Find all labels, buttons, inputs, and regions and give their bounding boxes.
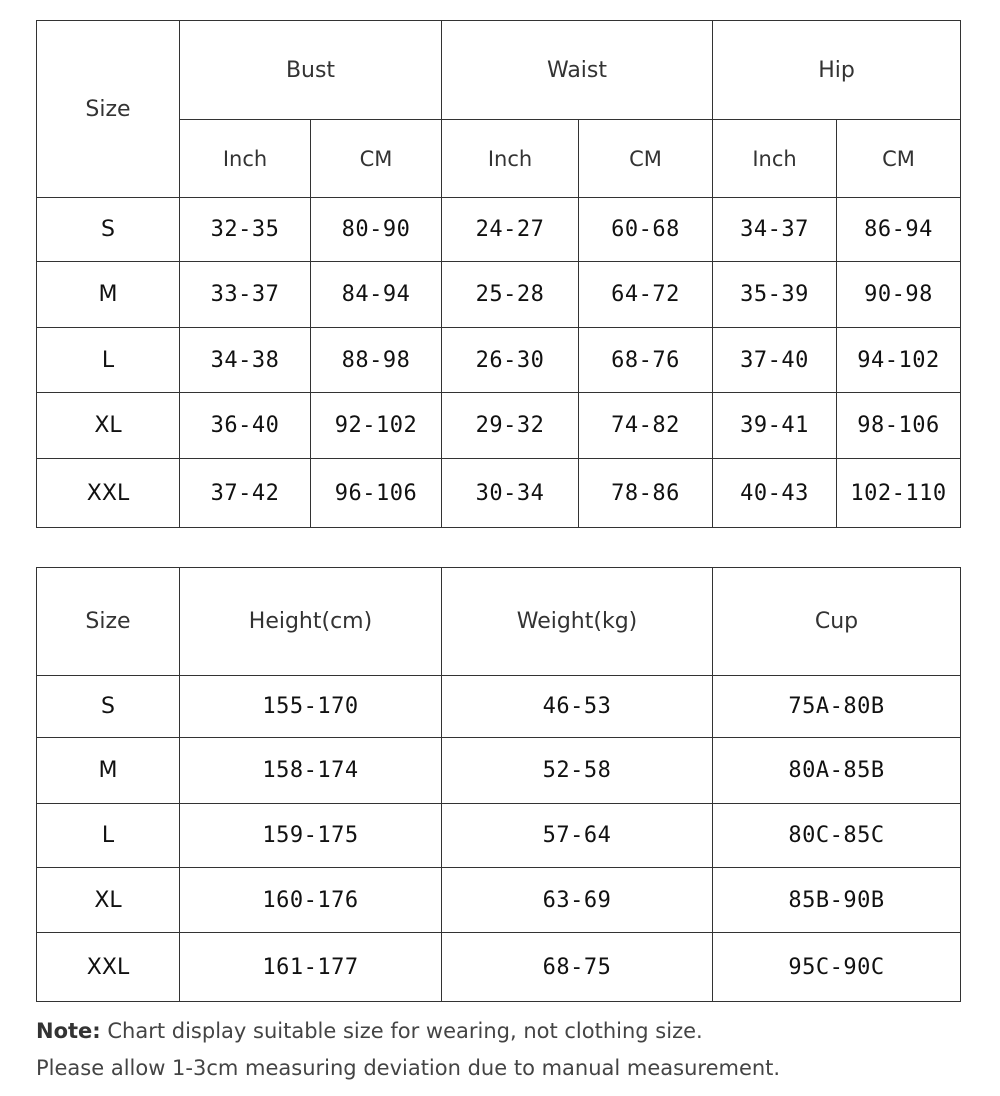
size-cell: L (37, 804, 180, 868)
waist-cm-cell: 64-72 (579, 262, 713, 328)
hip-inch-cell: 35-39 (713, 262, 837, 328)
bust-cm-cell: 92-102 (311, 393, 442, 459)
hip-cm-cell: 90-98 (837, 262, 961, 328)
cup-cell: 80C-85C (713, 804, 961, 868)
waist-inch-header: Inch (442, 120, 579, 198)
note (36, 1013, 780, 1087)
bust-inch-cell: 34-38 (180, 328, 311, 393)
waist-cm-cell: 68-76 (579, 328, 713, 393)
hip-cm-cell: 98-106 (837, 393, 961, 459)
note-text-1: Chart display suitable size for wearing, not clothing size. (107, 1019, 703, 1043)
bust-inch-cell: 36-40 (180, 393, 311, 459)
height-cell: 161-177 (180, 933, 442, 1002)
weight-cell: 57-64 (442, 804, 713, 868)
size-header: Size (37, 568, 180, 676)
table-row (37, 804, 961, 868)
cup-cell: 80A-85B (713, 738, 961, 804)
waist-cm-cell: 74-82 (579, 393, 713, 459)
hip-inch-cell: 37-40 (713, 328, 837, 393)
height-cell: 155-170 (180, 676, 442, 738)
waist-header: Waist (442, 21, 713, 120)
weight-cell: 63-69 (442, 868, 713, 933)
hip-inch-cell: 34-37 (713, 198, 837, 262)
table-row (37, 262, 961, 328)
cup-header: Cup (713, 568, 961, 676)
waist-cm-header: CM (579, 120, 713, 198)
size-cell: S (37, 676, 180, 738)
hip-header: Hip (713, 21, 961, 120)
height-cell: 160-176 (180, 868, 442, 933)
table-row (37, 198, 961, 262)
table-row (37, 393, 961, 459)
header-row (37, 21, 961, 120)
height-header: Height(cm) (180, 568, 442, 676)
bust-cm-header: CM (311, 120, 442, 198)
table-row (37, 933, 961, 1002)
bust-cm-cell: 84-94 (311, 262, 442, 328)
hip-cm-header: CM (837, 120, 961, 198)
weight-cell: 68-75 (442, 933, 713, 1002)
note-line-1 (36, 1013, 780, 1050)
hip-inch-cell: 40-43 (713, 459, 837, 528)
size-cell: S (37, 198, 180, 262)
header-row (37, 568, 961, 676)
table-row (37, 738, 961, 804)
weight-cell: 46-53 (442, 676, 713, 738)
note-line-2: Please allow 1-3cm measuring deviation due to manual measurement. (36, 1056, 781, 1080)
size-cell: XXL (37, 459, 180, 528)
hip-cm-cell: 102-110 (837, 459, 961, 528)
bust-cm-cell: 96-106 (311, 459, 442, 528)
waist-cm-cell: 60-68 (579, 198, 713, 262)
table-row (37, 328, 961, 393)
hip-cm-cell: 94-102 (837, 328, 961, 393)
hip-inch-cell: 39-41 (713, 393, 837, 459)
waist-inch-cell: 30-34 (442, 459, 579, 528)
measurements-table (36, 20, 961, 528)
size-cell: M (37, 738, 180, 804)
bust-header: Bust (180, 21, 442, 120)
table-row (37, 868, 961, 933)
bust-inch-cell: 37-42 (180, 459, 311, 528)
bust-cm-cell: 80-90 (311, 198, 442, 262)
bust-cm-cell: 88-98 (311, 328, 442, 393)
cup-cell: 95C-90C (713, 933, 961, 1002)
waist-inch-cell: 29-32 (442, 393, 579, 459)
table-row (37, 676, 961, 738)
weight-header: Weight(kg) (442, 568, 713, 676)
table-row (37, 459, 961, 528)
fit-table (36, 567, 961, 1002)
cup-cell: 85B-90B (713, 868, 961, 933)
size-cell: XXL (37, 933, 180, 1002)
bust-inch-header: Inch (180, 120, 311, 198)
weight-cell: 52-58 (442, 738, 713, 804)
waist-cm-cell: 78-86 (579, 459, 713, 528)
size-cell: L (37, 328, 180, 393)
waist-inch-cell: 26-30 (442, 328, 579, 393)
size-header: Size (37, 21, 180, 198)
hip-inch-header: Inch (713, 120, 837, 198)
size-cell: XL (37, 393, 180, 459)
waist-inch-cell: 25-28 (442, 262, 579, 328)
cup-cell: 75A-80B (713, 676, 961, 738)
bust-inch-cell: 32-35 (180, 198, 311, 262)
waist-inch-cell: 24-27 (442, 198, 579, 262)
hip-cm-cell: 86-94 (837, 198, 961, 262)
bust-inch-cell: 33-37 (180, 262, 311, 328)
note-label: Note: (36, 1019, 101, 1043)
height-cell: 159-175 (180, 804, 442, 868)
size-cell: XL (37, 868, 180, 933)
height-cell: 158-174 (180, 738, 442, 804)
size-cell: M (37, 262, 180, 328)
